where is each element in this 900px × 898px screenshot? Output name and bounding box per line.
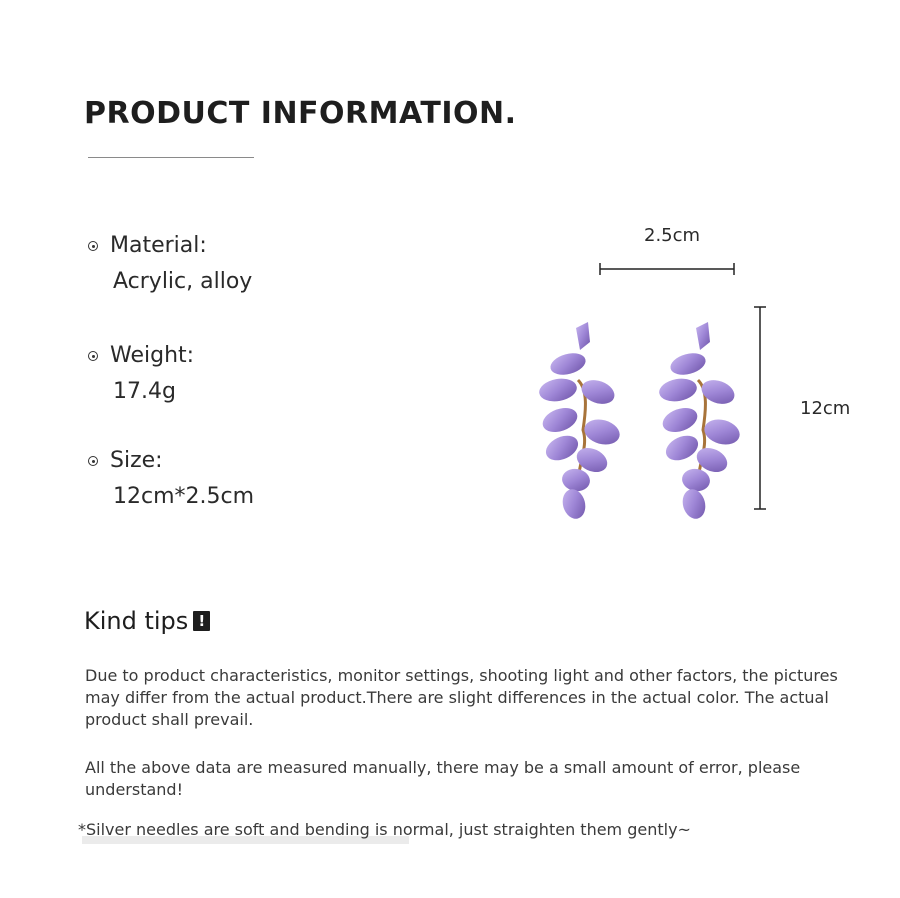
spec-weight-value: 17.4g bbox=[113, 379, 176, 404]
height-dimension-label: 12cm bbox=[800, 398, 851, 419]
right-earring bbox=[657, 322, 742, 520]
spec-size-value: 12cm*2.5cm bbox=[113, 484, 255, 509]
spec-size-label: Size: bbox=[110, 448, 163, 473]
tips-paragraph-2: All the above data are measured manually, there may be a small amount of error, please understand! bbox=[85, 758, 801, 799]
exclamation-icon: ! bbox=[193, 611, 210, 631]
needle-note: *Silver needles are soft and bending is normal, just straighten them gently~ bbox=[78, 820, 691, 839]
spec-weight bbox=[88, 345, 194, 403]
tips-paragraph-1: Due to product characteristics, monitor settings, shooting light and other factors, the pictures may differ from the actual product.There are slight differences in the actual color. The actual product shall prevail. bbox=[85, 666, 838, 729]
width-dimension-label: 2.5cm bbox=[644, 225, 701, 246]
left-earring bbox=[537, 322, 622, 520]
bullet-icon bbox=[88, 241, 98, 251]
spec-material bbox=[88, 235, 252, 293]
kind-tips-heading bbox=[84, 607, 210, 635]
earrings-image bbox=[520, 310, 760, 520]
spec-material-label: Material: bbox=[110, 233, 207, 258]
bullet-icon bbox=[88, 351, 98, 361]
title-underline bbox=[88, 157, 254, 158]
spec-material-value: Acrylic, alloy bbox=[113, 269, 253, 294]
spec-size bbox=[88, 450, 254, 508]
page-title: PRODUCT INFORMATION. bbox=[84, 96, 517, 131]
spec-weight-label: Weight: bbox=[110, 343, 195, 368]
bullet-icon bbox=[88, 456, 98, 466]
kind-tips-title: Kind tips bbox=[84, 607, 189, 635]
width-dimension-line bbox=[596, 261, 738, 277]
